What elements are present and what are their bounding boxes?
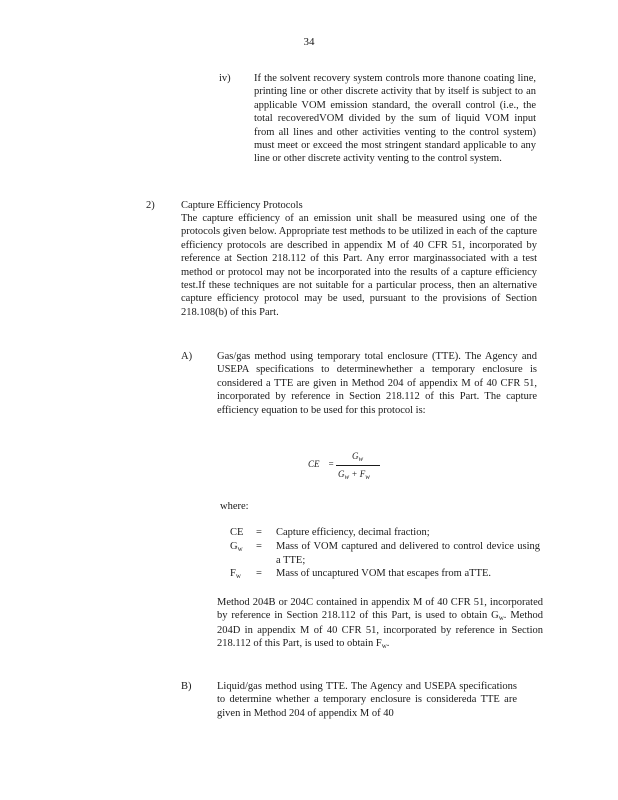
fraction-bar [336,465,380,466]
equation-numerator: $G_w$ [352,451,364,463]
definition-symbol: Gw [230,541,243,554]
equation-lhs: CE [308,459,320,469]
definition-row [230,567,540,581]
definition-symbol: CE [230,527,244,538]
item-b-label: B) [181,681,192,692]
definition-text: Mass of uncaptured VOM that escapes from aTTE. [276,568,491,580]
equation-denominator: $G_w + F_w$ [338,469,370,481]
section-2-label: 2) [146,200,155,211]
section-2-text: The capture efficiency of an emission unit shall be measured using one of the protocols given below. Appropriate test methods to be utilized in each of the capture efficiency protocols are described in appendix M of 40 CFR 51, incorporated by reference at Section 218.112 of this Part. Any error marginassociated with a test method or protocol may not be incorporated into the results of a capture efficiency test.If these techniques are not suitable for a particular process, then an alternative capture efficiency protocol may be used, pursuant to the provisions of Section 218.108(b) of this Part. [181,213,537,318]
item-a-label: A) [181,351,193,362]
methods-text: Method 204B or 204C contained in appendix M of 40 CFR 51, incorporated by reference in Section 218.112 of this Part, is used to obtain Gw. Method 204D in appendix M of 40 CFR 51, incorporated by reference in Section 218.112 of this Part, is used to obtain Fw. [217,597,543,651]
item-b-text: Liquid/gas method using TTE. The Agency and USEPA specifications to determine whether a temporary enclosure is considereda TTE are given in Method 204 of appendix M of 40 [217,681,517,719]
equation-equals: = [328,459,335,469]
capture-efficiency-equation [300,448,400,488]
section-2-heading: Capture Efficiency Protocols [181,200,303,211]
item-a-text: Gas/gas method using temporary total enclosure (TTE). The Agency and USEPA specifications to determinewhether a temporary enclosure is considered a TTE are given in Method 204 of appendix M of 40 CFR 51, incorporated by reference in Section 218.112 of this Part. The capture efficiency equation to be used for this protocol is: [217,351,537,416]
item-iv-label: iv) [219,73,231,84]
definition-text: Capture efficiency, decimal fraction; [276,527,430,538]
definition-symbol: Fw [230,568,241,581]
item-iv-text: If the solvent recovery system controls more thanone coating line, printing line or other discrete activity that by itself is subject to an applicable VOM emission standard, the overall control (i.e., the total recoveredVOM divided by the sum of liquid VOM input from all lines and other activities venting to the control system) must meet or exceed the most stringent standard applicable to any line or other discrete activity venting to the control system. [254,73,536,165]
page-number: 34 [303,36,315,48]
where-label: where: [220,501,249,512]
definition-row [230,526,540,540]
definition-eq: = [256,568,262,580]
definition-eq: = [256,527,262,538]
definition-text: Mass of VOM captured and delivered to control device using a TTE; [276,541,540,566]
definition-row [230,540,540,567]
definition-eq: = [256,541,262,553]
definitions-list [230,526,540,582]
